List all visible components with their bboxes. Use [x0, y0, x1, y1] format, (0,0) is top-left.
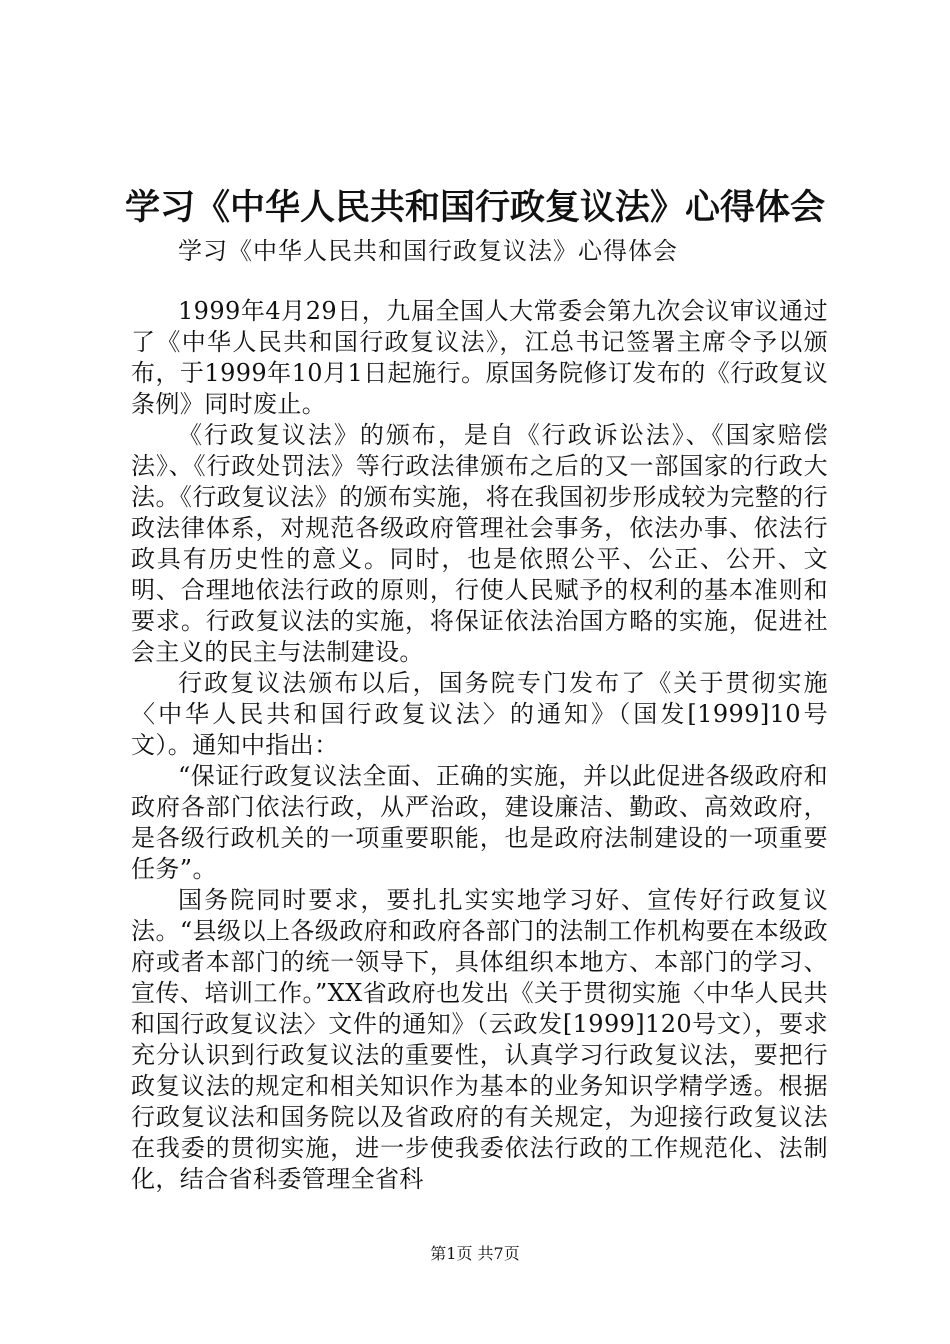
page-footer: 第1页 共7页 — [430, 1244, 520, 1263]
paragraph: 行政复议法颁布以后，国务院专门发布了《关于贯彻实施〈中华人民共和国行政复议法〉的通知》（国发[1999]10号文）。通知中指出： — [131, 669, 828, 759]
document-subtitle: 学习《中华人民共和国行政复议法》心得体会 — [178, 237, 678, 265]
paragraph: “保证行政复议法全面、正确的实施，并以此促进各级政府和政府各部门依法行政，从严治政，建设廉洁、勤政、高效政府，是各级行政机关的一项重要职能，也是政府法制建设的一项重要任务”。 — [131, 762, 828, 883]
paragraph: 《行政复议法》的颁布，是自《行政诉讼法》、《国家赔偿法》、《行政处罚法》等行政法律颁布之后的又一部国家的行政大法。《行政复议法》的颁布实施，将在我国初步形成较为完整的行政法律体系，对规范各级政府管理社会事务，依法办事、依法行政具有历史性的意义。同时，也是依照公平、公正、公开、文明、合理地依法行政的原则，行使人民赋予的权利的基本准则和要求。行政复议法的实施，将保证依法治国方略的实施，促进社会主义的民主与法制建设。 — [131, 421, 828, 666]
paragraph: 国务院同时要求，要扎扎实实地学习好、宣传好行政复议法。“县级以上各级政府和政府各部门的法制工作机构要在本级政府或者本部门的统一领导下，具体组织本地方、本部门的学习、宣传、培训工作。”XX省政府也发出《关于贯彻实施〈中华人民共和国行政复议法〉文件的通知》（云政发[1999]120号文），要求充分认识到行政复议法的重要性，认真学习行政复议法，要把行政复议法的规定和相关知识作为基本的业务知识学精学透。根据行政复议法和国务院以及省政府的有关规定，为迎接行政复议法在我委的贯彻实施，进一步使我委依法行政的工作规范化、法制化，结合省科委管理全省科 — [131, 886, 828, 1193]
document-title: 学习《中华人民共和国行政复议法》心得体会 — [124, 187, 825, 228]
paragraph: 1999年4月29日，九届全国人大常委会第九次会议审议通过了《中华人民共和国行政复议法》，江总书记签署主席令予以颁布，于1999年10月1日起施行。原国务院修订发布的《行政复议条例》同时废止。 — [131, 297, 828, 418]
document-body — [131, 296, 828, 1195]
